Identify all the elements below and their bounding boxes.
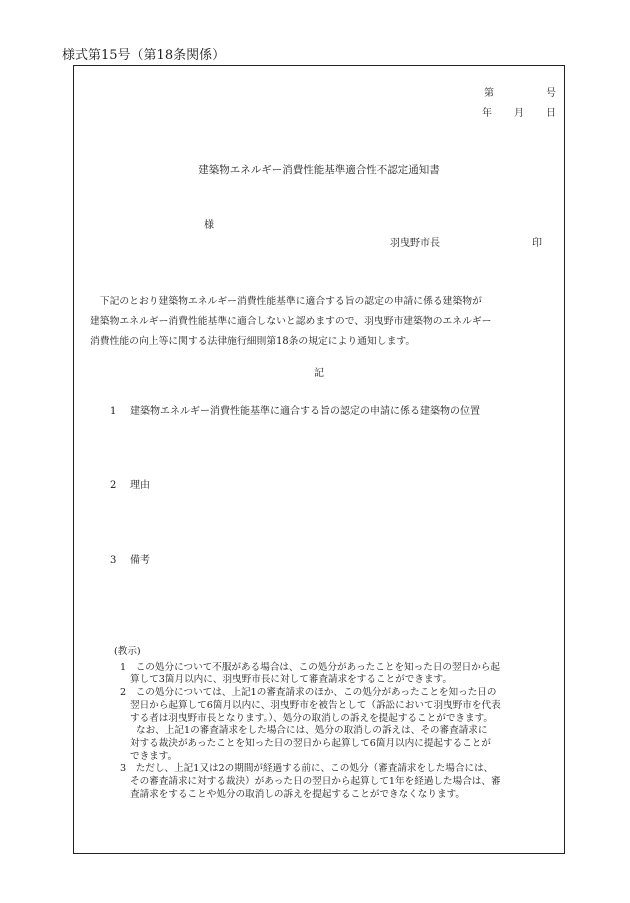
document-date — [482, 107, 556, 120]
form-number-label: 様式第15号（第18条関係） — [62, 48, 226, 63]
ki-heading: 記 — [314, 368, 324, 379]
note-line: その審査請求に対する裁決）があった日の翌日から起算して1年を経過した場合は、審 — [130, 776, 501, 788]
note-line: する者は羽曳野市長となります。）、処分の取消しの訴えを提起することができます。 — [130, 712, 494, 724]
note-line: なお、上記1の審査請求をした場合には、処分の取消しの訴えは、その審査請求に — [136, 725, 488, 737]
number-prefix: 第 — [484, 88, 494, 99]
item-text: 理由 — [130, 480, 150, 491]
addressee: 様 — [204, 220, 214, 231]
document-title: 建築物エネルギー消費性能基準適合性不認定通知書 — [198, 164, 440, 176]
notes-heading: (教示) — [114, 646, 141, 657]
item-location — [110, 405, 480, 418]
note-line: 3 ただし、上記1又は2の期間が経過する前に、この処分（審査請求をした場合には、 — [120, 763, 494, 775]
note-line: 翌日から起算して6箇月以内に、羽曳野市を被告として（訴訟において羽曳野市を代表 — [130, 699, 501, 711]
date-day: 日 — [546, 108, 556, 119]
item-reason — [110, 479, 150, 492]
note-line: 査請求をすることや処分の取消しの訴えを提起することができなくなります。 — [130, 788, 466, 800]
seal-mark: 印 — [532, 238, 542, 249]
date-month: 月 — [514, 108, 524, 119]
note-line: できます。 — [130, 750, 178, 762]
item-number: 2 — [110, 480, 117, 491]
instruction-notes — [114, 646, 560, 801]
item-text: 備考 — [130, 555, 150, 566]
notice-body — [90, 292, 556, 352]
item-text: 建築物エネルギー消費性能基準に適合する旨の認定の申請に係る建築物の位置 — [130, 406, 480, 417]
body-line: 下記のとおり建築物エネルギー消費性能基準に適合する旨の認定の申請に係る建築物が — [99, 296, 482, 307]
document-frame — [73, 65, 565, 854]
document-number — [484, 87, 556, 100]
item-number: 1 — [110, 406, 117, 417]
note-line: 1 この処分について不服がある場合は、この処分があったことを知った日の翌日から起 — [120, 661, 500, 673]
item-number: 3 — [110, 555, 117, 566]
number-suffix: 号 — [546, 88, 556, 99]
date-year: 年 — [482, 108, 492, 119]
note-line: 2 この処分については、上記1の審査請求のほか、この処分があったことを知った日の — [120, 687, 497, 699]
note-line: 対する裁決があったことを知った日の翌日から起算して6箇月以内に提起することが — [130, 737, 491, 749]
body-line: 消費性能の向上等に関する法律施行細則第18条の規定により通知します。 — [90, 336, 416, 347]
sender-name: 羽曳野市長 — [390, 238, 440, 249]
note-line: 算して3箇月以内に、羽曳野市長に対して審査請求をすることができます。 — [130, 674, 452, 686]
body-line: 建築物エネルギー消費性能基準に適合しないと認めますので、羽曳野市建築物のエネルギー — [90, 316, 492, 327]
item-remarks — [110, 554, 150, 567]
